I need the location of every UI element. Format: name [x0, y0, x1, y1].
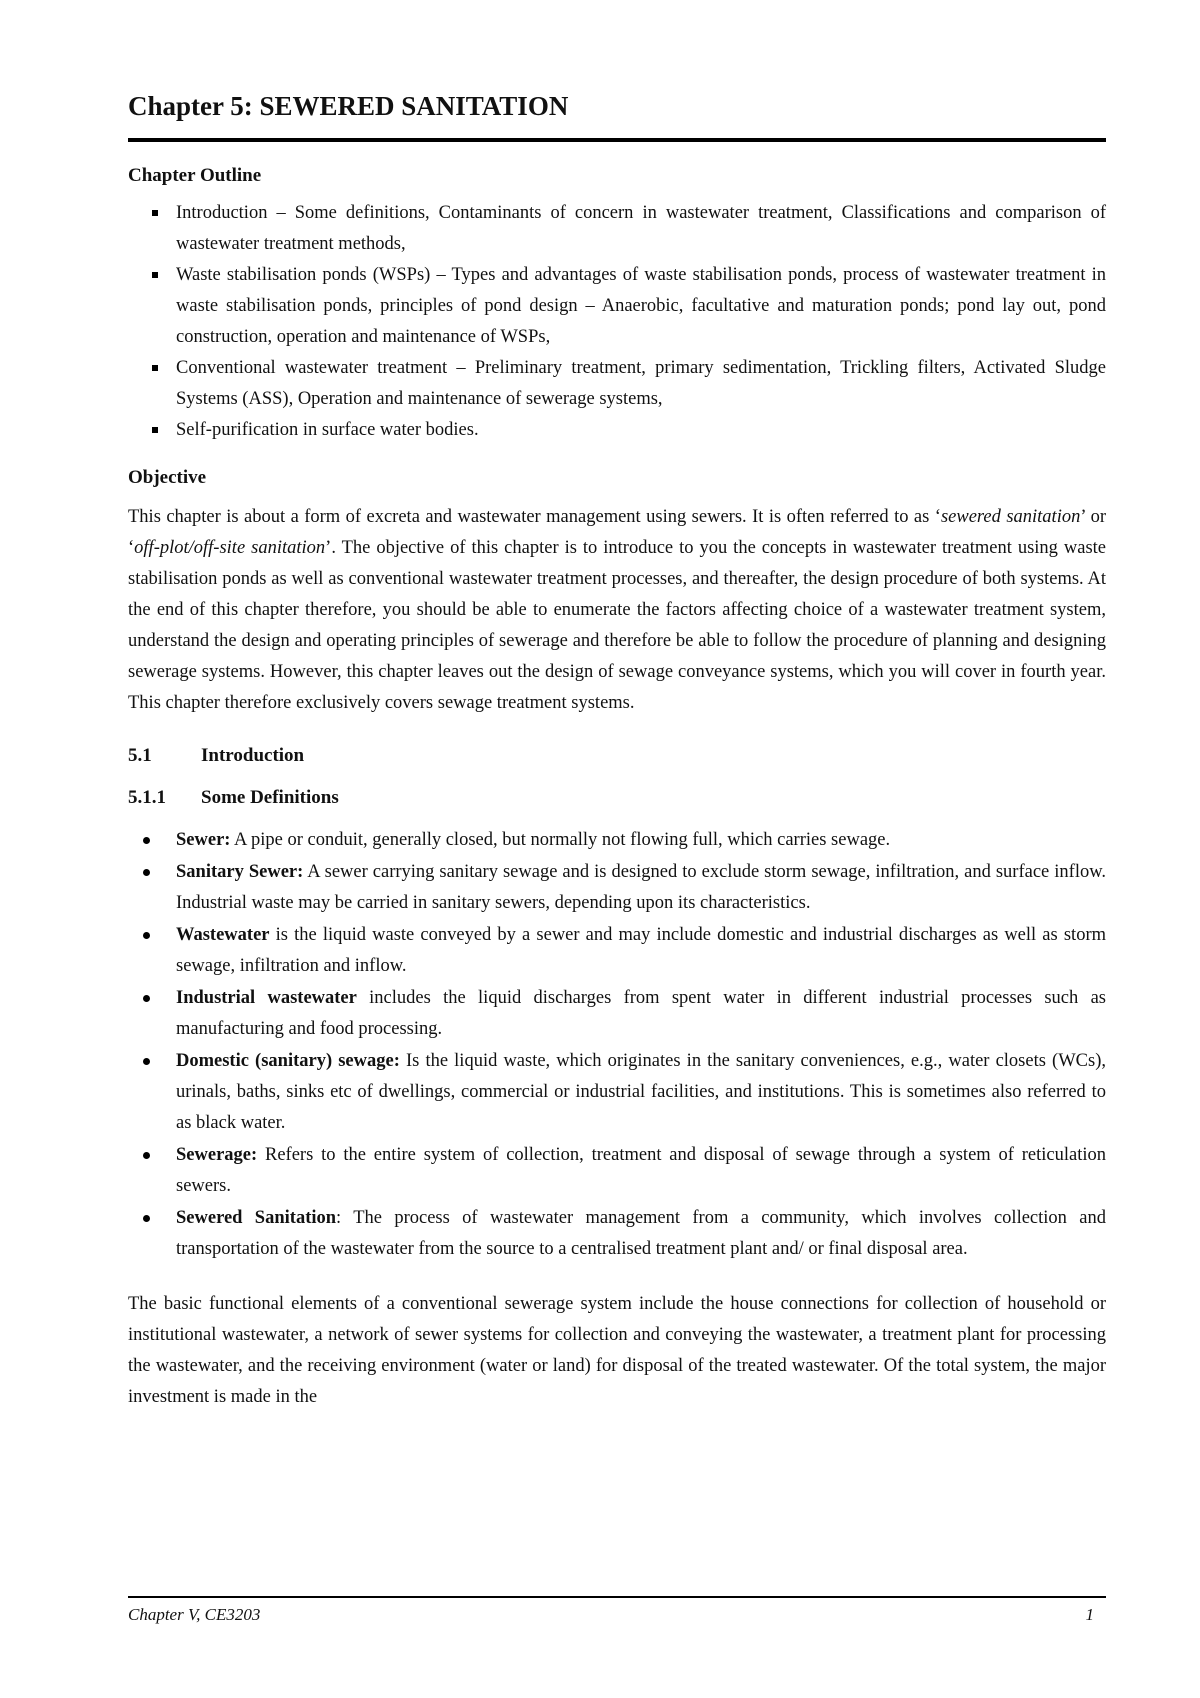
objective-heading: Objective: [128, 467, 207, 488]
page-footer: [128, 1596, 1106, 1628]
outline-item: Conventional wastewater treatment – Preliminary treatment, primary sedimentation, Trickling filters, Activated Sludge Systems (ASS), Operation and maintenance of sewerage systems,: [128, 353, 1106, 415]
definition-item: Wastewater is the liquid waste conveyed by a sewer and may include domestic and industrial discharges as well as storm sewage, infiltration and inflow.: [128, 920, 1106, 982]
footer-course-label: Chapter V, CE3203: [128, 1605, 261, 1624]
document-page: [128, 88, 1106, 1435]
square-bullet-icon: [152, 427, 158, 433]
definition-item: Sanitary Sewer: A sewer carrying sanitary sewage and is designed to exclude storm sewage, infiltration, and surface inflow. Industrial waste may be carried in sanitary sewers, depending upon its characteristics.: [128, 857, 1106, 919]
round-bullet-icon: [143, 995, 150, 1002]
round-bullet-icon: [143, 932, 150, 939]
section-heading: 5.1 Introduction: [128, 745, 305, 766]
round-bullet-icon: [143, 869, 150, 876]
objective-paragraph: This chapter is about a form of excreta and wastewater management using sewers. It is often referred to as ‘sewered sanitation’ or ‘off-plot/off-site sanitation’. The objective of this chapter is to introduce to you the concepts in wastewater treatment using waste stabilisation ponds as well as conventional wastewater treatment processes, and thereafter, the design procedure of both systems. At the end of this chapter therefore, you should be able to enumerate the factors affecting choice of a wastewater treatment system, understand the design and operating principles of sewerage and therefore be able to follow the procedure of planning and designing sewerage systems. However, this chapter leaves out the design of sewage conveyance systems, which you will cover in fourth year. This chapter therefore exclusively covers sewage treatment systems.: [128, 507, 1107, 713]
outline-item: Waste stabilisation ponds (WSPs) – Types and advantages of waste stabilisation ponds, process of wastewater treatment in waste stabilisation ponds, principles of pond design – Anaerobic, facultative and maturation ponds; pond lay out, pond construction, operation and maintenance of WSPs,: [128, 260, 1106, 353]
definitions-list: [128, 825, 1106, 1265]
outline-item: Introduction – Some definitions, Contaminants of concern in wastewater treatment, Classifications and comparison of wastewater treatment methods,: [128, 198, 1106, 260]
round-bullet-icon: [143, 837, 150, 844]
definition-item: Sewered Sanitation: The process of wastewater management from a community, which involves collection and transportation of the wastewater from the source to a centralised treatment plant and/ or final disposal area.: [128, 1203, 1106, 1265]
definition-item: Industrial wastewater includes the liquid discharges from spent water in different industrial processes such as manufacturing and food processing.: [128, 983, 1106, 1045]
square-bullet-icon: [152, 365, 158, 371]
definition-item: Domestic (sanitary) sewage: Is the liquid waste, which originates in the sanitary conveniences, e.g., water closets (WCs), urinals, baths, sinks etc of dwellings, commercial or industrial facilities, and institutions. This is sometimes also referred to as black water.: [128, 1046, 1106, 1139]
subsection-heading: 5.1.1 Some Definitions: [128, 787, 339, 808]
square-bullet-icon: [152, 210, 158, 216]
round-bullet-icon: [143, 1152, 150, 1159]
definition-item: Sewerage: Refers to the entire system of collection, treatment and disposal of sewage through a system of reticulation sewers.: [128, 1140, 1106, 1202]
outline-heading: Chapter Outline: [128, 165, 262, 186]
chapter-title: Chapter 5: SEWERED SANITATION: [128, 91, 569, 121]
outline-list: [128, 198, 1106, 446]
round-bullet-icon: [143, 1058, 150, 1065]
definition-item: Sewer: A pipe or conduit, generally closed, but normally not flowing full, which carries sewage.: [128, 825, 1106, 856]
title-rule: [128, 138, 1106, 142]
outline-item: Self-purification in surface water bodies.: [128, 415, 1106, 446]
page-number: 1: [1085, 1605, 1094, 1624]
round-bullet-icon: [143, 1215, 150, 1222]
closing-paragraph: The basic functional elements of a conventional sewerage system include the house connections for collection of household or institutional wastewater, a network of sewer systems for collection and conveying the wastewater, a treatment plant for processing the wastewater, and the receiving environment (water or land) for disposal of the treated wastewater. Of the total system, the major investment is made in the: [128, 1294, 1106, 1407]
square-bullet-icon: [152, 272, 158, 278]
